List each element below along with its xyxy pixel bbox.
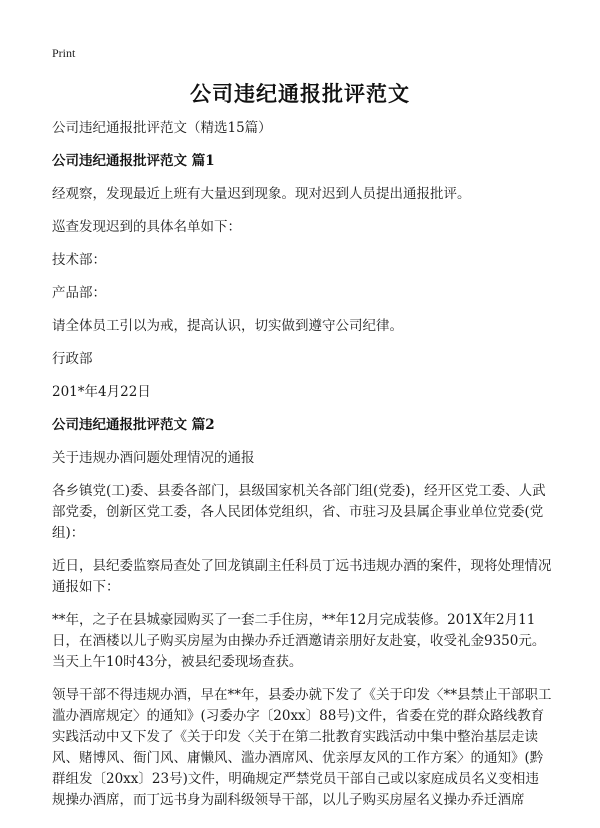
document-title: 公司违纪通报批评范文 — [190, 81, 410, 106]
section-1-signature: 行政部 — [52, 351, 93, 367]
section-1-paragraph: 技术部： — [52, 252, 106, 268]
section-2-paragraph: 关于违规办酒问题处理情况的通报 — [52, 450, 255, 466]
section-2-paragraph: 领导干部不得违规办酒，早在**年，县委办就下发了《关于印发〈**县禁止干部职工滥办酒席规定〉的通知》(习委办字〔20xx〕88号)文件，省委在党的群众路线教育实践活动中又下发了《关于印发〈关于在第二批教育实践活动中集中整治基层走读风、赌博风、衙门风、庸懒风、滥办酒席风、优亲厚友风的工作方案〉的通知》(黔群组发〔20xx〕23号)文件，明确规定严禁党员干部自己或以家庭成员名义变相违规操办酒席，而丁远书身为副科级领导干部，以儿子购买房屋名义操办乔迁酒席 — [52, 687, 552, 808]
section-1-paragraph: 产品部： — [52, 285, 106, 301]
section-2-heading: 公司违纪通报批评范文 篇2 — [52, 417, 215, 433]
section-1-date: 201*年4月22日 — [52, 384, 151, 400]
document-body — [52, 118, 552, 823]
section-2-paragraph: **年，之子在县城豪园购买了一套二手住房，**年12月完成装修。201X年2月11日，在酒楼以儿子购买房屋为由操办乔迁酒邀请亲朋好友赴宴，收受礼金9350元。当天上午10时43分，被县纪委现场查获。 — [52, 612, 546, 670]
document-subtitle: 公司违纪通报批评范文（精选15篇） — [52, 120, 272, 136]
section-2-paragraph: 近日，县纪委监察局查处了回龙镇副主任科员丁远书违规办酒的案件，现将处理情况通报如下： — [52, 558, 552, 595]
section-1-paragraph: 经观察，发现最近上班有大量迟到现象。现对迟到人员提出通报批评。 — [52, 186, 471, 202]
print-label: Print — [52, 46, 76, 60]
section-1-paragraph: 巡查发现迟到的具体名单如下： — [52, 219, 241, 235]
section-1-heading: 公司违纪通报批评范文 篇1 — [52, 153, 215, 169]
section-1-paragraph: 请全体员工引以为戒，提高认识，切实做到遵守公司纪律。 — [52, 318, 403, 334]
section-2-paragraph: 各乡镇党(工)委、县委各部门，县级国家机关各部门组(党委)，经开区党工委、人武部党委，创新区党工委，各人民团体党组织，省、市驻习及县属企事业单位党委(党组)： — [52, 483, 546, 541]
